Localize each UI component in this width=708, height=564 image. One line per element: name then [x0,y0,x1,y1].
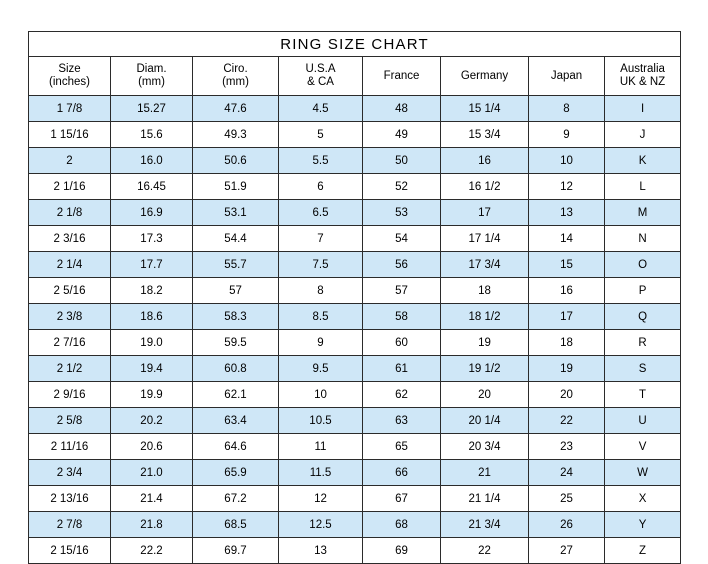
table-cell: I [605,96,681,122]
table-row [29,460,681,486]
column-header-australia-uk-nz [605,57,681,96]
table-cell: Z [605,538,681,564]
table-cell: 19.0 [111,330,193,356]
column-header-size-line1: Size [58,63,81,75]
table-cell: 50.6 [193,148,279,174]
table-cell: 49.3 [193,122,279,148]
column-header-germany [441,57,529,96]
table-cell: 59.5 [193,330,279,356]
table-cell: 19.9 [111,382,193,408]
table-cell: 17 1/4 [441,226,529,252]
table-cell: 2 3/16 [29,226,111,252]
table-cell: 13 [279,538,363,564]
table-cell: 6 [279,174,363,200]
table-cell: 1 7/8 [29,96,111,122]
table-cell: T [605,382,681,408]
table-cell: 21.0 [111,460,193,486]
table-cell: 69.7 [193,538,279,564]
table-cell: S [605,356,681,382]
table-cell: 21 [441,460,529,486]
table-cell: 2 15/16 [29,538,111,564]
table-cell: 9 [279,330,363,356]
table-cell: 2 7/16 [29,330,111,356]
table-cell: L [605,174,681,200]
table-row [29,148,681,174]
column-header-usa-ca-line2: & CA [307,76,334,88]
table-row [29,96,681,122]
table-cell: X [605,486,681,512]
table-cell: 16.9 [111,200,193,226]
table-cell: 2 9/16 [29,382,111,408]
table-cell: 9 [529,122,605,148]
table-cell: 54.4 [193,226,279,252]
table-cell: 5 [279,122,363,148]
table-cell: 21 1/4 [441,486,529,512]
column-header-japan-line1: Japan [550,69,583,82]
table-cell: Y [605,512,681,538]
table-cell: 11 [279,434,363,460]
ring-size-chart-table [28,31,681,564]
table-cell: 20 [529,382,605,408]
table-cell: 22 [441,538,529,564]
table-cell: J [605,122,681,148]
table-cell: M [605,200,681,226]
table-cell: 18.2 [111,278,193,304]
table-cell: 18 [441,278,529,304]
table-row [29,382,681,408]
table-row [29,330,681,356]
table-cell: 8 [279,278,363,304]
column-header-circumference-line2: (mm) [222,76,249,88]
table-cell: Q [605,304,681,330]
table-cell: 16.0 [111,148,193,174]
table-cell: 2 1/2 [29,356,111,382]
table-row [29,278,681,304]
table-cell: 21 3/4 [441,512,529,538]
table-row [29,538,681,564]
table-cell: 19 1/2 [441,356,529,382]
table-cell: U [605,408,681,434]
table-cell: 17.7 [111,252,193,278]
column-header-diameter-line1: Diam. [136,63,167,75]
column-header-circumference [193,57,279,96]
table-cell: 7.5 [279,252,363,278]
table-body [29,96,681,564]
table-cell: 69 [363,538,441,564]
table-cell: 10.5 [279,408,363,434]
table-cell: 53 [363,200,441,226]
table-cell: 61 [363,356,441,382]
column-header-size-line2: (inches) [49,76,90,88]
table-cell: 55.7 [193,252,279,278]
table-cell: 12 [279,486,363,512]
table-cell: K [605,148,681,174]
table-cell: 20 1/4 [441,408,529,434]
table-cell: 4.5 [279,96,363,122]
column-header-france [363,57,441,96]
table-cell: 68.5 [193,512,279,538]
table-row [29,408,681,434]
table-cell: 9.5 [279,356,363,382]
table-row [29,356,681,382]
table-cell: 65 [363,434,441,460]
table-cell: 51.9 [193,174,279,200]
table-cell: 47.6 [193,96,279,122]
table-cell: 63 [363,408,441,434]
table-cell: 21.4 [111,486,193,512]
column-header-japan [529,57,605,96]
table-cell: 53.1 [193,200,279,226]
column-header-circumference-line1: Ciro. [223,63,248,75]
table-cell: 17 3/4 [441,252,529,278]
table-row [29,512,681,538]
table-cell: 16 1/2 [441,174,529,200]
table-cell: 2 3/8 [29,304,111,330]
table-cell: 50 [363,148,441,174]
table-cell: 5.5 [279,148,363,174]
table-cell: 11.5 [279,460,363,486]
table-cell: 18.6 [111,304,193,330]
table-cell: 49 [363,122,441,148]
table-cell: 54 [363,226,441,252]
table-cell: 58.3 [193,304,279,330]
table-row [29,304,681,330]
title-row [29,32,681,57]
table-cell: 52 [363,174,441,200]
table-cell: 2 5/8 [29,408,111,434]
column-header-diameter-line2: (mm) [138,76,165,88]
table-cell: 10 [529,148,605,174]
table-row [29,200,681,226]
table-cell: 15 [529,252,605,278]
column-header-diameter [111,57,193,96]
table-cell: 2 5/16 [29,278,111,304]
table-cell: 66 [363,460,441,486]
table-cell: 8 [529,96,605,122]
table-cell: 2 1/4 [29,252,111,278]
table-cell: 2 13/16 [29,486,111,512]
table-cell: 20 3/4 [441,434,529,460]
table-cell: 15.6 [111,122,193,148]
table-cell: 25 [529,486,605,512]
column-header-row [29,57,681,96]
table-row [29,434,681,460]
table-cell: 60 [363,330,441,356]
table-cell: 2 1/16 [29,174,111,200]
table-cell: 58 [363,304,441,330]
table-cell: O [605,252,681,278]
table-cell: 17.3 [111,226,193,252]
column-header-usa-ca [279,57,363,96]
table-row [29,122,681,148]
table-cell: 2 7/8 [29,512,111,538]
table-cell: N [605,226,681,252]
table-cell: 68 [363,512,441,538]
column-header-australia-uk-nz-line2: UK & NZ [619,76,666,88]
table-cell: 2 11/16 [29,434,111,460]
table-cell: 19 [529,356,605,382]
table-cell: 62.1 [193,382,279,408]
chart-title: RING SIZE CHART [29,32,681,57]
table-cell: 16.45 [111,174,193,200]
table-cell: 15 3/4 [441,122,529,148]
table-cell: 15 1/4 [441,96,529,122]
table-cell: 12.5 [279,512,363,538]
table-cell: 21.8 [111,512,193,538]
table-cell: 16 [441,148,529,174]
table-cell: W [605,460,681,486]
table-cell: 14 [529,226,605,252]
table-cell: 2 [29,148,111,174]
table-cell: 22.2 [111,538,193,564]
table-cell: 64.6 [193,434,279,460]
column-header-size [29,57,111,96]
table-cell: 2 3/4 [29,460,111,486]
table-cell: 56 [363,252,441,278]
table-cell: 20.6 [111,434,193,460]
table-cell: 57 [363,278,441,304]
table-cell: 16 [529,278,605,304]
table-cell: P [605,278,681,304]
table-cell: 18 1/2 [441,304,529,330]
table-row [29,486,681,512]
table-cell: 1 15/16 [29,122,111,148]
column-header-usa-ca-line1: U.S.A [305,63,336,75]
table-cell: 13 [529,200,605,226]
table-cell: 24 [529,460,605,486]
table-cell: 48 [363,96,441,122]
table-cell: 23 [529,434,605,460]
table-cell: 17 [529,304,605,330]
table-cell: 6.5 [279,200,363,226]
table-cell: 19.4 [111,356,193,382]
table-cell: 18 [529,330,605,356]
table-cell: 19 [441,330,529,356]
ring-size-chart-container [28,31,680,564]
table-cell: 67.2 [193,486,279,512]
table-row [29,252,681,278]
table-cell: 22 [529,408,605,434]
table-cell: 2 1/8 [29,200,111,226]
table-header [29,32,681,96]
column-header-australia-uk-nz-line1: Australia [620,63,665,75]
table-cell: 63.4 [193,408,279,434]
table-cell: R [605,330,681,356]
table-cell: 67 [363,486,441,512]
table-cell: 17 [441,200,529,226]
table-cell: 10 [279,382,363,408]
table-cell: 57 [193,278,279,304]
table-cell: 7 [279,226,363,252]
table-cell: 60.8 [193,356,279,382]
column-header-germany-line1: Germany [460,69,509,82]
column-header-france-line1: France [383,69,420,82]
table-cell: 8.5 [279,304,363,330]
table-cell: 15.27 [111,96,193,122]
table-cell: 26 [529,512,605,538]
table-cell: 65.9 [193,460,279,486]
table-cell: 20 [441,382,529,408]
table-cell: V [605,434,681,460]
table-cell: 20.2 [111,408,193,434]
table-cell: 27 [529,538,605,564]
table-cell: 62 [363,382,441,408]
table-cell: 12 [529,174,605,200]
table-row [29,174,681,200]
table-row [29,226,681,252]
